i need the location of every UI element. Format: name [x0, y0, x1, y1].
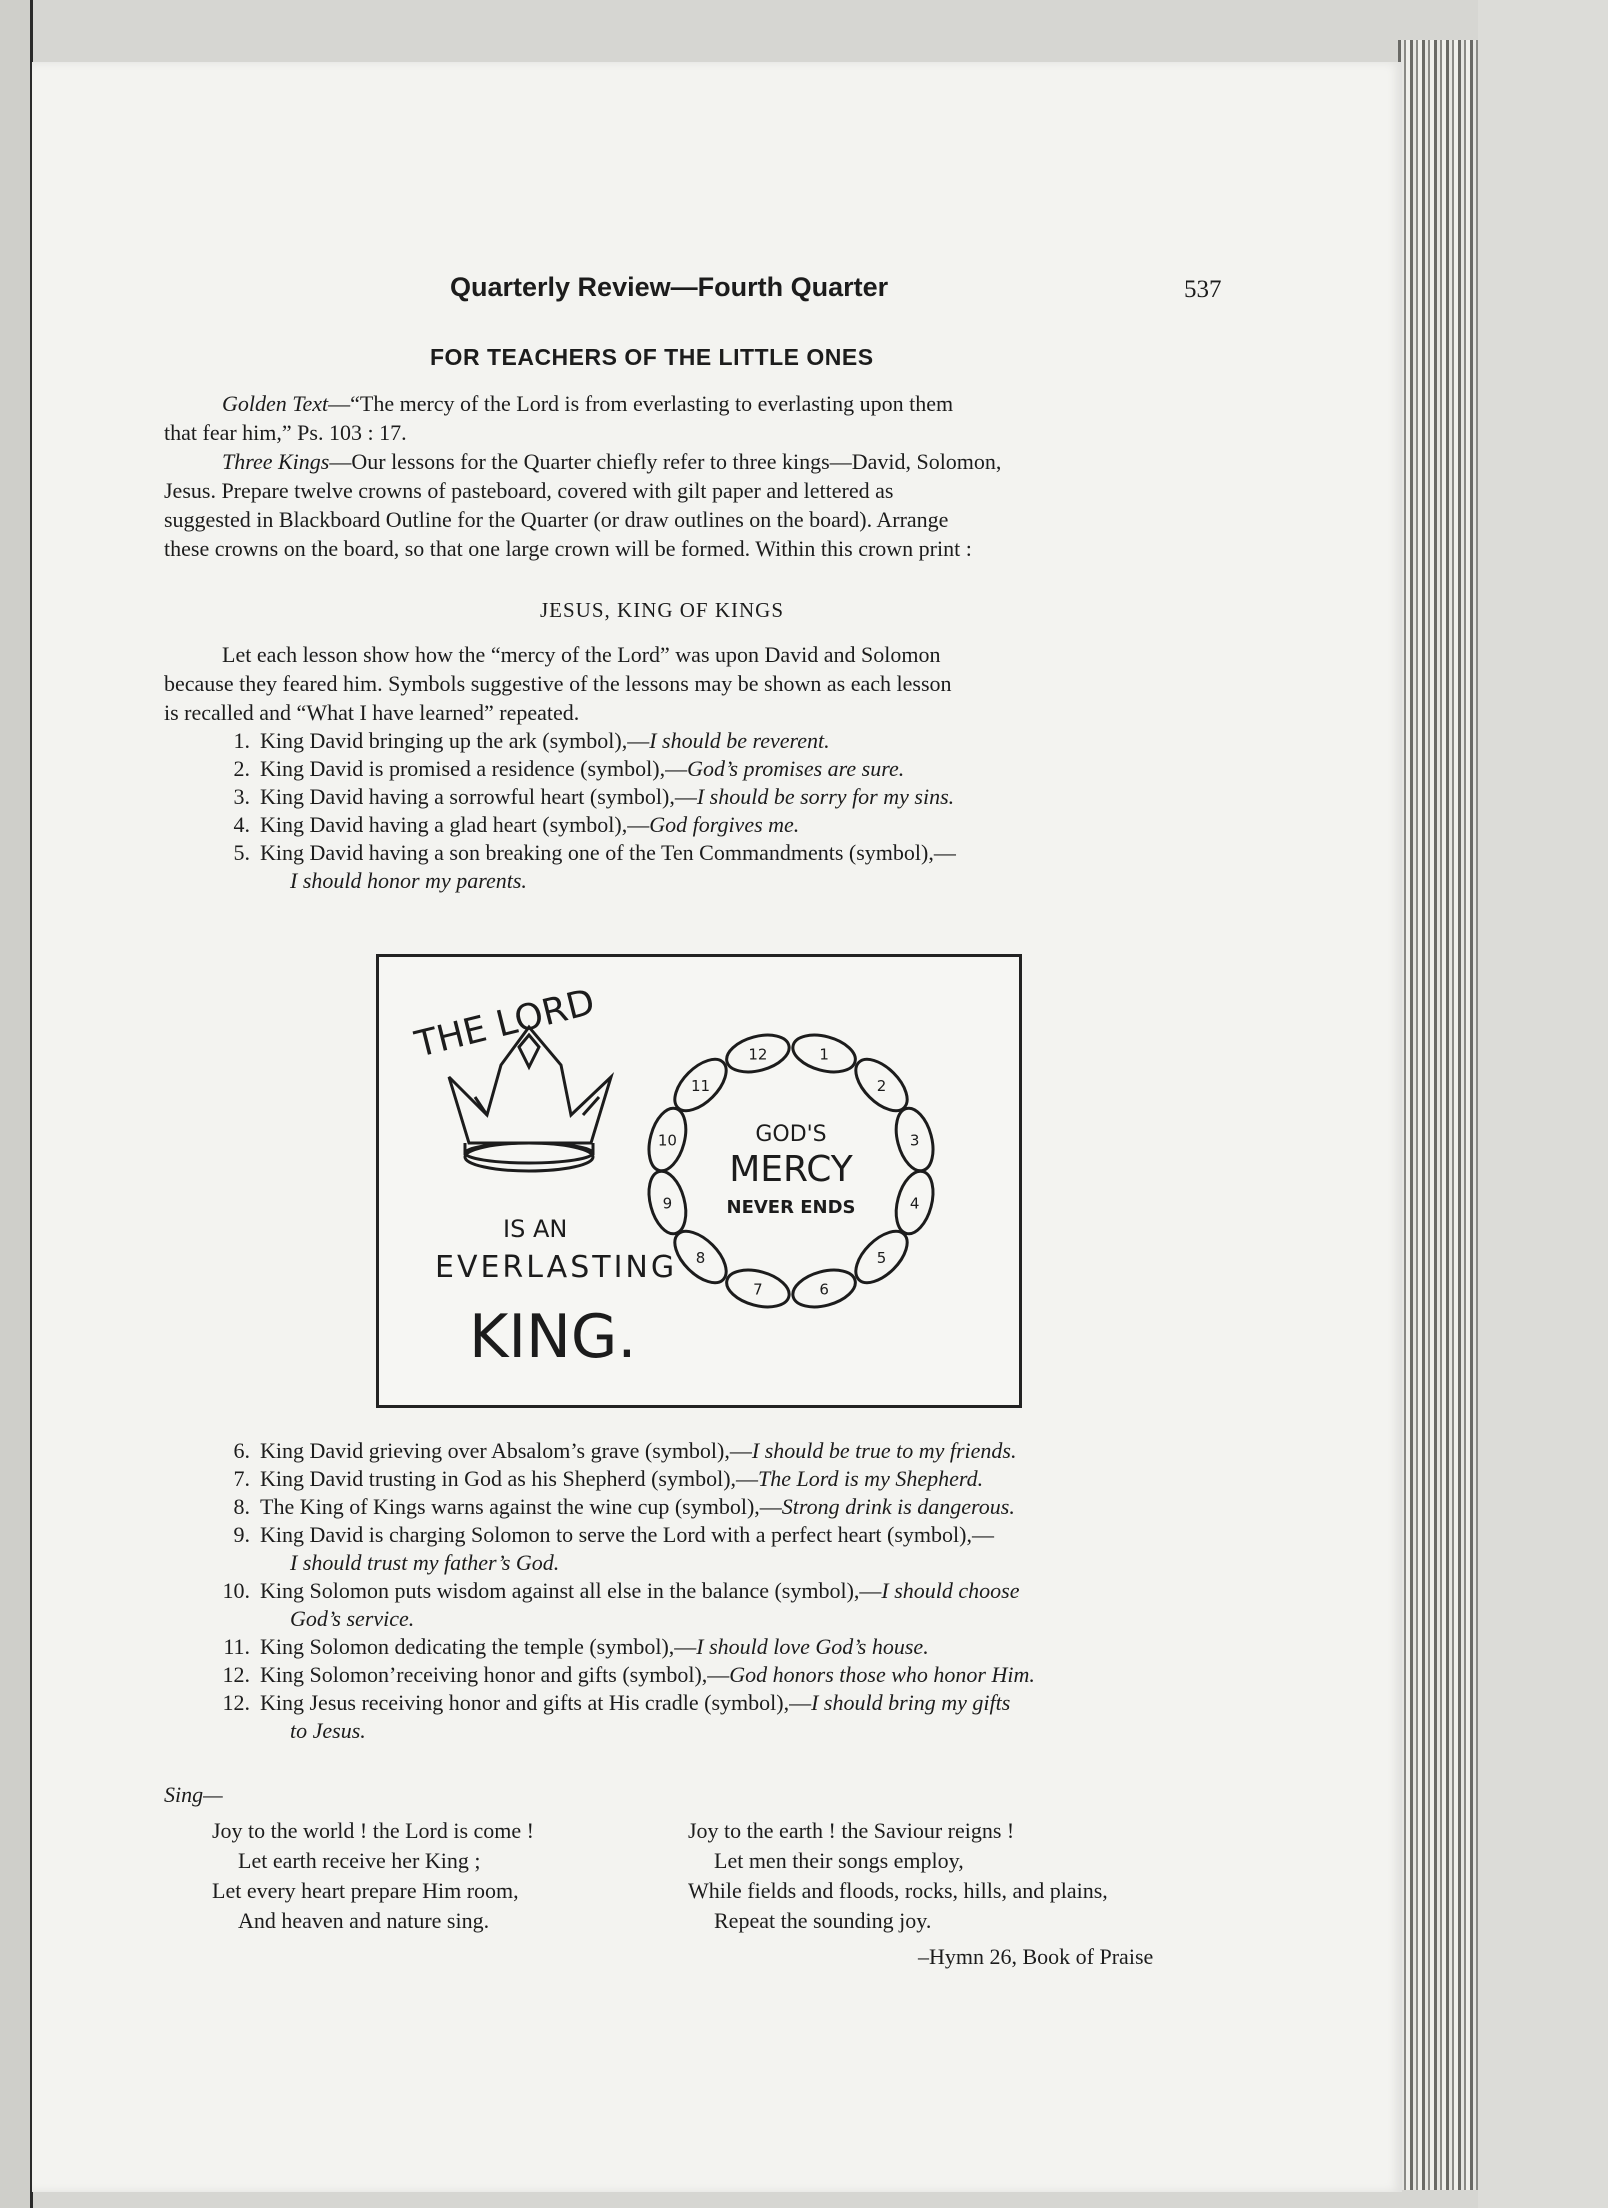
lesson-text: King David having a glad heart (symbol),— — [260, 812, 650, 837]
lesson-learned: God forgives me. — [649, 812, 800, 837]
hymn-line: Let men their songs employ, — [714, 1848, 964, 1873]
lesson-number: 2. — [233, 756, 250, 781]
three-kings-paragraph: Three Kings—Our lessons for the Quarter chiefly refer to three kings—David, Solomon, Jesus. Prepare twelve crowns of pasteboard, covered with gilt paper and lettered as suggested in Blackboard Outline for the Quarter (or draw outlines on the board). Arrange these crowns on the board, so that one large crown will be formed. Within this crown print : — [164, 449, 1002, 561]
chain-link-number: 12 — [748, 1045, 768, 1064]
king-text: KING. — [469, 1302, 637, 1372]
hymn-verse-left — [212, 1816, 534, 1936]
chain-link-number: 7 — [753, 1280, 763, 1299]
gods-text: GOD'S — [755, 1122, 827, 1147]
lesson-number: 5. — [233, 840, 250, 865]
lesson-learned: I should be sorry for my sins. — [696, 784, 955, 809]
lesson-list-first — [210, 727, 1250, 895]
blackboard-illustration — [376, 954, 1022, 1408]
lesson-learned: I should be true to my friends. — [751, 1438, 1017, 1463]
lesson-number: 4. — [233, 812, 250, 837]
lesson-number: 8. — [233, 1494, 250, 1519]
chain-link-number: 6 — [819, 1280, 829, 1299]
hymn-line: Let earth receive her King ; — [238, 1848, 481, 1873]
lesson-item — [210, 811, 1250, 839]
sing-label: Sing— — [164, 1782, 223, 1807]
lesson-continuation: I should trust my father’s God. — [290, 1550, 560, 1575]
lesson-item — [210, 839, 1250, 895]
the-lord-text: THE LORD — [411, 981, 599, 1066]
lesson-learned: I should be reverent. — [649, 728, 830, 753]
lesson-text: King Jesus receiving honor and gifts at His cradle (symbol),— — [260, 1690, 812, 1715]
hymn-line: Joy to the world ! the Lord is come ! — [212, 1818, 534, 1843]
lesson-continuation: God’s service. — [290, 1606, 415, 1631]
chain-link-number: 4 — [909, 1194, 920, 1213]
golden-text-paragraph: Golden Text—“The mercy of the Lord is from everlasting to everlasting upon them that fear him,” Ps. 103 : 17. — [164, 391, 954, 445]
chain-link-number: 2 — [876, 1077, 887, 1095]
chain-link-number: 3 — [909, 1131, 920, 1150]
lesson-text: King Solomon dedicating the temple (symbol),— — [260, 1634, 697, 1659]
intro-paragraph: Let each lesson show how the “mercy of the Lord” was upon David and Solomon because they feared him. Symbols suggestive of the lessons may be shown as each lesson is recalled and “What I have learned” repeated. — [164, 642, 952, 725]
lesson-item — [210, 1633, 1250, 1661]
everlasting-text: EVERLASTING — [435, 1250, 678, 1285]
lesson-learned: Strong drink is dangerous. — [781, 1494, 1015, 1519]
lesson-number: 9. — [233, 1522, 250, 1547]
lesson-number: 10. — [222, 1578, 250, 1603]
mercy-text: MERCY — [729, 1149, 853, 1190]
background — [1478, 0, 1608, 2208]
page-edges — [1398, 40, 1478, 2190]
lesson-text: King David trusting in God as his Shepherd (symbol),— — [260, 1466, 759, 1491]
golden-text-label: Golden Text — [222, 391, 329, 416]
lesson-item — [210, 1521, 1250, 1577]
lesson-learned: God honors those who honor Him. — [729, 1662, 1035, 1687]
lesson-text: King David bringing up the ark (symbol),— — [260, 728, 650, 753]
lesson-item — [210, 727, 1250, 755]
hymn-line: Repeat the sounding joy. — [714, 1908, 932, 1933]
lesson-item — [210, 1465, 1250, 1493]
never-ends-text: NEVER ENDS — [726, 1197, 856, 1218]
binding-strip — [0, 0, 33, 2208]
lesson-item — [210, 1577, 1250, 1633]
lesson-item — [210, 1689, 1250, 1745]
chain-link-number: 5 — [876, 1249, 887, 1267]
hymn-line: And heaven and nature sing. — [238, 1908, 490, 1933]
is-an-text: IS AN — [503, 1215, 568, 1243]
page-number: 537 — [1184, 276, 1222, 303]
lesson-number: 12. — [222, 1662, 250, 1687]
hymn-line: Let every heart prepare Him room, — [212, 1878, 519, 1903]
chain-link-number: 10 — [657, 1131, 677, 1150]
lesson-text: The King of Kings warns against the wine cup (symbol),— — [260, 1494, 782, 1519]
lesson-number: 7. — [233, 1466, 250, 1491]
lesson-continuation: to Jesus. — [290, 1718, 366, 1743]
lesson-continuation: I should honor my parents. — [290, 868, 527, 893]
lesson-text: King David having a son breaking one of the Ten Commandments (symbol),— — [260, 840, 956, 865]
chain-link-number: 11 — [690, 1077, 711, 1095]
hymn-credit: –Hymn 26, Book of Praise — [918, 1944, 1154, 1969]
lesson-list-second — [210, 1437, 1250, 1745]
lesson-item — [210, 1661, 1250, 1689]
lesson-text: King David grieving over Absalom’s grave (symbol),— — [260, 1438, 752, 1463]
blackboard-drawing — [379, 957, 1019, 1405]
center-heading: JESUS, KING OF KINGS — [540, 598, 785, 622]
lesson-number: 3. — [233, 784, 250, 809]
lesson-item — [210, 755, 1250, 783]
lesson-text: King David is charging Solomon to serve the Lord with a perfect heart (symbol),— — [260, 1522, 994, 1547]
lesson-number: 12. — [222, 1690, 250, 1715]
lesson-text: King Solomon’receiving honor and gifts (symbol),— — [260, 1662, 730, 1687]
chain-link-number: 1 — [819, 1045, 829, 1064]
lesson-learned: I should bring my gifts — [811, 1690, 1011, 1715]
lesson-number: 1. — [233, 728, 250, 753]
chain-link-number: 8 — [695, 1249, 706, 1267]
lesson-learned: The Lord is my Shepherd. — [758, 1466, 984, 1491]
lesson-item — [210, 783, 1250, 811]
hymn-verse-right — [688, 1816, 1108, 1936]
hymn-line: While fields and floods, rocks, hills, and plains, — [688, 1878, 1108, 1903]
lesson-item — [210, 1437, 1250, 1465]
lesson-item — [210, 1493, 1250, 1521]
chain-link-number: 9 — [662, 1194, 673, 1213]
lesson-learned: I should choose — [881, 1578, 1020, 1603]
lesson-number: 6. — [233, 1438, 250, 1463]
lesson-learned: God’s promises are sure. — [687, 756, 905, 781]
lesson-number: 11. — [223, 1634, 250, 1659]
lesson-learned: I should love God’s house. — [696, 1634, 929, 1659]
lesson-text: King David having a sorrowful heart (symbol),— — [260, 784, 697, 809]
lesson-text: King David is promised a residence (symbol),— — [260, 756, 688, 781]
page-header-title: Quarterly Review—Fourth Quarter — [450, 272, 889, 302]
section-heading: FOR TEACHERS OF THE LITTLE ONES — [430, 344, 874, 370]
three-kings-label: Three Kings — [222, 449, 330, 474]
hymn-line: Joy to the earth ! the Saviour reigns ! — [688, 1818, 1015, 1843]
lesson-text: King Solomon puts wisdom against all else in the balance (symbol),— — [260, 1578, 882, 1603]
